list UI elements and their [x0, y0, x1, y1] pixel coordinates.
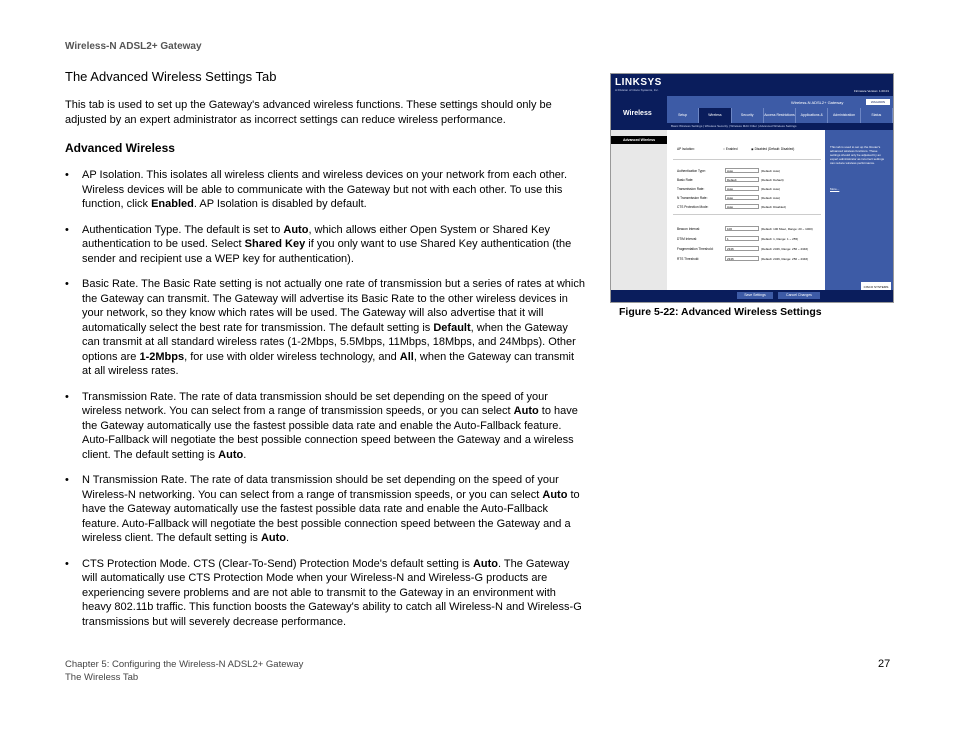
bullet-item — [65, 277, 585, 379]
tab-applications-gaming[interactable]: Applications & — [796, 108, 828, 123]
sub-tabs: Basic Wireless Settings | Wireless Security | Wireless MAC Filter | Advanced Wireless Settings — [667, 123, 893, 130]
section-title: The Advanced Wireless Settings Tab — [65, 69, 277, 84]
help-more-link[interactable]: More... — [830, 187, 840, 191]
setting-default-note: (Default: Disabled) — [761, 205, 786, 209]
running-header: Wireless-N ADSL2+ Gateway — [65, 41, 202, 52]
tab-access-restrictions[interactable]: Access Restrictions — [764, 108, 796, 123]
setting-default-note: (Default: Auto) — [761, 196, 781, 200]
ap-isolation-enabled[interactable]: ○ Enabled — [723, 147, 738, 151]
bullet-text: Authentication Type. The default is set to — [82, 223, 284, 236]
setting-label: Beacon Interval: — [677, 227, 701, 231]
setting-value-field[interactable]: Auto — [725, 204, 759, 209]
linksys-logo: LINKSYS — [615, 77, 662, 88]
bold-term: Default — [433, 321, 471, 334]
setting-default-note: (Default: 2346, Range: 256 ~ 2346) — [761, 247, 809, 251]
bullet-text: . AP Isolation is disabled by default. — [193, 198, 367, 210]
save-settings-button[interactable]: Save Settings — [737, 292, 773, 299]
bold-term: 1-2Mbps — [139, 350, 185, 363]
tab-status[interactable]: Status — [861, 108, 893, 123]
setting-label: CTS Protection Mode: — [677, 205, 709, 209]
ap-isolation-disabled-label: Disabled (Default: Disabled) — [754, 147, 795, 151]
setting-value-field[interactable]: 100 — [725, 226, 759, 231]
bullet-text: if you only want to use Shared Key authentication (the sender and recipient use a WEP key for authentication). — [82, 238, 572, 265]
setting-value-field[interactable]: 2346 — [725, 256, 759, 261]
setting-label: RTS Threshold: — [677, 257, 700, 261]
bullet-text: . — [286, 532, 290, 544]
setting-default-note: (Default: Auto) — [761, 169, 781, 173]
bullet-item — [65, 390, 585, 463]
divider — [673, 159, 821, 160]
setting-default-note: (Default: Default) — [761, 178, 784, 182]
bullet-text: . The Gateway will automatically use CTS Protection Mode when your Wireless-N and Wireless-G products are experiencing severe problems and are not able to transmit to the Gateway in an environment with heavy 802.11b traffic. This function boosts the Gateway's ability to catch all Wireless-N and Wireless-G transmissions but will severely decrease performance. — [82, 557, 582, 628]
bold-term: Auto — [513, 405, 539, 417]
bullet-text: , when the Gateway can transmit at all wireless rates. — [82, 350, 574, 377]
bullet-item — [65, 168, 585, 212]
bullet-text: , for use with older wireless technology, and — [184, 350, 400, 363]
section-label: Wireless — [623, 110, 652, 117]
bullet-item — [65, 557, 585, 630]
setting-default-note: (Default: 2346, Range: 256 ~ 2346) — [761, 257, 809, 261]
logo-subtitle: A Division of Cisco Systems, Inc. — [615, 88, 659, 92]
bullet-item — [65, 223, 585, 267]
footer-section: The Wireless Tab — [65, 672, 139, 683]
setting-default-note: (Default: Auto) — [761, 187, 781, 191]
tab-wireless[interactable]: Wireless — [699, 108, 731, 123]
subsection-title: Advanced Wireless — [65, 141, 175, 155]
setting-value-field[interactable]: Auto — [725, 186, 759, 191]
setting-value-field[interactable]: Auto — [725, 168, 759, 173]
footer-chapter: Chapter 5: Configuring the Wireless-N ADSL2+ Gateway — [65, 659, 304, 670]
ap-isolation-label: AP Isolation: — [677, 147, 695, 151]
advanced-wireless-screenshot — [610, 73, 894, 303]
bullet-text: Basic Rate. The Basic Rate setting is not actually one rate of transmission but a series of rates at which the Gateway can transmit. The Gateway will advertise its Basic Rate to the other wireless devices in your network, so they know which rates will be used. The Gateway will also advertise that it will automatically select the best rate for transmission. The default setting is — [82, 278, 585, 334]
left-column — [611, 130, 667, 302]
tab-setup[interactable]: Setup — [667, 108, 699, 123]
settings-panel — [667, 130, 825, 290]
divider — [673, 214, 821, 215]
bullet-text: , when the Gateway can transmit at all standard wireless rates (1-2Mbps, 5.5Mbps, 11Mbps, 18Mbps, and 24Mbps). Other options are — [82, 321, 576, 363]
settings-bullet-list — [65, 168, 585, 640]
setting-label: Fragmentation Threshold: — [677, 247, 714, 251]
bullet-text: , which allows either Open System or Shared Key authentication to be used. Select — [82, 223, 550, 250]
model-number: WAG300N — [866, 99, 890, 105]
ap-isolation-enabled-label: Enabled — [725, 147, 738, 151]
bullet-text: . — [243, 448, 247, 461]
bold-term: Auto — [218, 448, 244, 461]
setting-value-field[interactable]: 1 — [725, 236, 759, 241]
setting-label: Transmission Rate: — [677, 187, 705, 191]
bold-term: Auto — [283, 223, 309, 236]
bold-term: Shared Key — [244, 238, 306, 250]
setting-label: DTIM Interval: — [677, 237, 698, 241]
ap-isolation-disabled[interactable]: ◉ Disabled (Default: Disabled) — [751, 147, 795, 151]
bullet-text: to have the Gateway automatically use the fastest possible data rate and enable the Auto-Fallback feature. Auto-Fallback will negotiate the best possible connection speed between the Gateway and a wireless client. The default setting is — [82, 488, 580, 544]
setting-value-field[interactable]: Default — [725, 177, 759, 182]
bold-term: Auto — [260, 532, 286, 544]
setting-value-field[interactable]: 2346 — [725, 246, 759, 251]
setting-label: Authentication Type: — [677, 169, 706, 173]
tab-administration[interactable]: Administration — [828, 108, 860, 123]
setting-default-note: (Default: 1, Range: 1 ~ 255) — [761, 237, 799, 241]
bold-term: Auto — [542, 488, 568, 501]
bullet-text: to have the Gateway automatically use the fastest possible data rate and enable the Auto-Fallback feature. Auto-Fallback will negotiate the best possible connection speed between the Gateway and a wireless client. The default setting is — [82, 405, 578, 461]
main-tabs — [667, 108, 893, 123]
footer — [65, 658, 303, 684]
setting-label: Basic Rate: — [677, 178, 694, 182]
product-bar — [667, 96, 893, 108]
figure-caption: Figure 5-22: Advanced Wireless Settings — [619, 306, 822, 318]
setting-default-note: (Default: 100 Msec, Range: 20 ~ 1000) — [761, 227, 813, 231]
bold-term: All — [399, 350, 414, 363]
page-number: 27 — [878, 658, 891, 670]
setting-label: N Transmission Rate: — [677, 196, 708, 200]
bullet-item — [65, 473, 585, 546]
cancel-changes-button[interactable]: Cancel Changes — [778, 292, 820, 299]
bullet-text: CTS Protection Mode. CTS (Clear-To-Send) Protection Mode's default setting is — [82, 557, 473, 570]
firmware-version: Firmware Version: 1.00.01 — [853, 89, 889, 93]
intro-paragraph: This tab is used to set up the Gateway's advanced wireless functions. These settings should only be adjusted by an expert administrator as incorrect settings can reduce wireless performance. — [65, 99, 552, 126]
bullet-text: N Transmission Rate. The rate of data transmission should be set depending on the speed of your Wireless-N networking. You can select from a range of transmission speeds, or you can select — [82, 474, 559, 501]
bullet-text: Transmission Rate. The rate of data transmission should be set depending on the speed of your wireless network. You can select from a range of transmission speeds, or you can select — [82, 390, 548, 417]
bullet-text: AP Isolation. This isolates all wireless clients and wireless devices on your network from each other. Wireless devices will be able to communicate with the Gateway but not with each other. To use this function, click — [82, 169, 568, 210]
setting-value-field[interactable]: Auto — [725, 195, 759, 200]
help-text: This tab is used to set up the Router's advanced wireless functions. These settings should only be adjusted by an expert administrator as incorrect settings can reduce wireless performance. — [830, 145, 885, 165]
tab-security[interactable]: Security — [732, 108, 764, 123]
cisco-logo: CISCO SYSTEMS — [861, 282, 891, 292]
bold-term: Enabled — [151, 198, 194, 210]
bold-term: Auto — [472, 557, 498, 570]
product-name: Wireless-N ADSL2+ Gateway — [791, 100, 844, 105]
left-header: Advanced Wireless — [611, 136, 667, 144]
